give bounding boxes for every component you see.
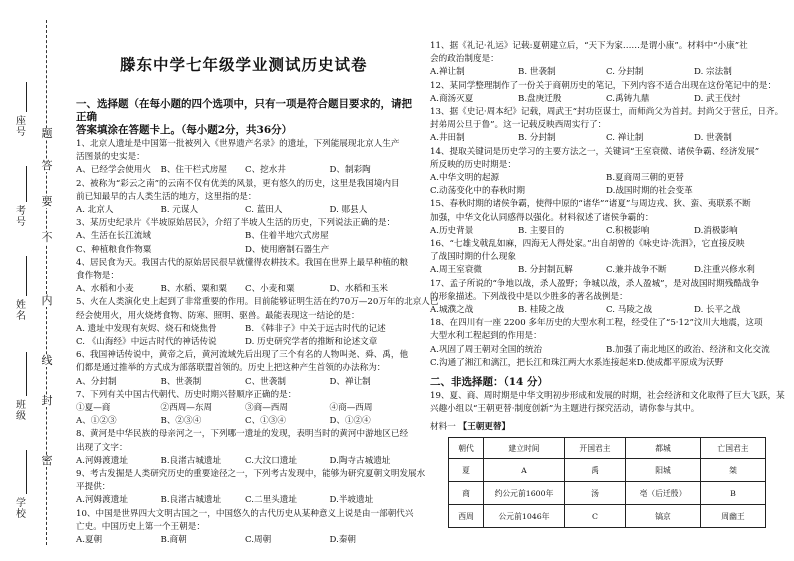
left-column	[76, 98, 439, 547]
answer-option[interactable]: A.城濮之战	[430, 305, 474, 316]
answer-option[interactable]: D.半坡遗址	[329, 495, 374, 506]
options-row	[76, 336, 414, 349]
table-cell: 亳（后迁殷）	[626, 482, 701, 505]
answer-option[interactable]: B.夏商周三朝的更替	[606, 173, 684, 184]
part1-heading	[76, 98, 414, 137]
answer-option[interactable]: C. 蓝田人	[245, 205, 283, 216]
answer-option[interactable]: B. 元谋人	[160, 205, 199, 216]
options-row	[430, 357, 782, 370]
answer-option[interactable]: A.巩固了周王朝对全国的统治	[430, 344, 543, 355]
material-title: 【王朝更替】	[458, 422, 511, 433]
seal-word: 要	[41, 195, 53, 208]
answer-option[interactable]: C.禹铸九鼎	[606, 93, 650, 104]
table-header-row	[449, 438, 766, 459]
answer-option[interactable]: B、住着半地穴式房屋	[245, 231, 329, 242]
question-block	[430, 80, 782, 106]
answer-option[interactable]: D.使成都平原成为沃野	[636, 357, 724, 368]
options-row	[430, 264, 782, 277]
question-block	[430, 238, 782, 278]
answer-option[interactable]: B. 世袭制	[518, 67, 556, 78]
options-row	[76, 534, 414, 547]
answer-option[interactable]: B.良渚古城遗址	[160, 455, 222, 466]
part1-heading-line: 答案填涂在答题卡上。（每小题2分，共36分）	[76, 124, 293, 136]
answer-option[interactable]: C、种植粮食作物粟	[76, 244, 152, 255]
options-row	[76, 164, 414, 177]
options-row	[76, 244, 414, 257]
seal-word: 线	[41, 354, 53, 367]
answer-option[interactable]: C.周朝	[245, 535, 272, 546]
options-row	[430, 304, 782, 317]
question-stem-line: 18、在四川有一座 2200 多年历史的大型水利工程，经受住了“5·12”汶川大地震，这项	[430, 318, 763, 329]
table-cell: 商	[449, 482, 484, 505]
answer-option[interactable]: B. 桂陵之战	[518, 305, 565, 316]
question-stem-line: 封弟周公旦于鲁”。这一记载反映西周实行了：	[430, 120, 607, 131]
answer-option[interactable]: C.兼并战争不断	[606, 265, 667, 276]
options-row	[76, 230, 414, 243]
question-list-left	[76, 138, 439, 547]
question-block	[430, 317, 782, 370]
answer-option[interactable]: C.沟通了湘江和漓江，把长江和珠江两大水系连接起来	[430, 357, 637, 368]
answer-option[interactable]: D、制彩陶	[329, 165, 371, 176]
answer-option[interactable]: A.河姆渡遗址	[76, 495, 128, 506]
answer-option[interactable]: A.商汤灭夏	[430, 93, 474, 104]
exam-title: 滕东中学七年级学业测试历史试卷	[120, 55, 368, 74]
question-stem-line: 亡史。中国历史上第一个王朝是：	[76, 521, 205, 532]
answer-option[interactable]: ④商—西周	[329, 403, 373, 414]
answer-option[interactable]: A、水稻和小麦	[76, 284, 134, 295]
material-prefix: 材料一	[430, 422, 459, 433]
answer-option[interactable]: B. 分封制	[518, 133, 556, 144]
options-row	[430, 93, 782, 106]
answer-option[interactable]: D.消极影响	[694, 225, 738, 236]
answer-option[interactable]: C.动荡变化中的春秋时期	[430, 186, 525, 197]
question-stem-line: 9、考古发掘是人类研究历史的重要途径之一，下列考古发现中，能够为研究夏朝文明发展水	[76, 469, 426, 480]
question-stem-line: 前已知最早的古人类生活的地方，这里指的是：	[76, 191, 257, 202]
answer-option[interactable]: D.战国时期的社会变革	[606, 186, 693, 197]
table-cell: 西周	[449, 505, 484, 528]
question-stem-line: 加强，中华文化认同感得以强化。材料叙述了诸侯争霸的：	[430, 212, 654, 223]
answer-option[interactable]: A. 遗址中发现有灰烬、烧石和烧焦骨	[76, 323, 217, 334]
question-block	[76, 468, 426, 508]
table-header: 亡国君主	[701, 438, 766, 459]
answer-option[interactable]: A.禅让制	[430, 67, 465, 78]
table-cell: B	[701, 482, 766, 505]
binding-margin	[0, 0, 62, 561]
question-stem-line: 13、据《史记·周本纪》记载，周武王“封功臣谋士，而师尚父为首封。封尚父于营丘，日齐。	[430, 107, 784, 118]
answer-option[interactable]: C.积极影响	[606, 225, 650, 236]
options-row	[430, 185, 782, 198]
seal-word: 内	[41, 294, 53, 307]
answer-option[interactable]: B. 《韩非子》中关于远古时代的记述	[245, 323, 386, 334]
answer-option[interactable]: D. 长平之战	[694, 305, 741, 316]
answer-option[interactable]: D、禅让制	[329, 376, 371, 387]
answer-option[interactable]: A.周王室衰微	[430, 265, 482, 276]
answer-option[interactable]: D. 历史研究学者的推断和论述文章	[245, 337, 378, 348]
table-cell: 汤	[565, 482, 626, 505]
table-cell: 镐京	[626, 505, 701, 528]
question-stem-line: 大型水利工程起到的作用是：	[430, 331, 542, 342]
question-block	[430, 146, 782, 199]
field-line-seat[interactable]	[26, 82, 27, 112]
answer-option[interactable]: D. 郧县人	[329, 205, 368, 216]
part2-heading: 二、非选择题：（14 分）	[430, 376, 549, 389]
answer-option[interactable]: ②西周—东周	[160, 403, 213, 414]
answer-option[interactable]: B、住干栏式房屋	[160, 165, 227, 176]
right-column	[430, 40, 785, 528]
options-row	[76, 415, 414, 428]
question-block	[76, 178, 414, 218]
table-header: 开国君主	[565, 438, 626, 459]
answer-option[interactable]: B.商朝	[160, 535, 187, 546]
field-line-name[interactable]	[26, 256, 27, 296]
answer-option[interactable]: D. 世袭制	[694, 133, 732, 144]
options-row	[76, 323, 414, 336]
seal-word: 密	[41, 454, 53, 467]
question-stem-line: 12、某同学整理制作了一份关于商朝历史的笔记，下列内容不适合出现在这份笔记中的是：	[430, 80, 777, 91]
answer-option[interactable]: C. 马陵之战	[606, 305, 653, 316]
question-block	[76, 138, 414, 178]
answer-option[interactable]: B、世袭制	[160, 376, 202, 387]
question-stem-line: 8、黄河是中华民族的母亲河之一，下列哪一遗址的发现，表明当时的黄河中游地区已经	[76, 429, 409, 440]
answer-option[interactable]: C. 《山海经》中远古时代的神话传说	[76, 337, 217, 348]
question-block	[430, 106, 782, 146]
options-row	[76, 204, 414, 217]
question-stem-line: 1、北京人遗址是中国第一批被列入《世界遗产名录》的遗址，下列能展现北京人生产	[76, 139, 400, 149]
question-block	[430, 278, 782, 318]
answer-option[interactable]: C、小麦和粟	[245, 284, 295, 295]
question-stem-line: 15、春秋时期的诸侯争霸，使得中原的“诸华”“诸夏”与周边戎、狄、蛮、夷联系不断	[430, 199, 751, 210]
q19-line: 19、夏、商、周时期是中华文明初步形成和发展的时期，社会经济和文化取得了巨大飞跃，某	[430, 391, 785, 402]
table-cell: 阳城	[626, 459, 701, 482]
field-line-exam-no[interactable]	[26, 166, 27, 202]
answer-option[interactable]: B. 主要目的	[518, 225, 565, 236]
question-stem-line: 11、据《礼记·礼运》记载:夏朝建立后，“天下为家……是谓小康”。材料中“小康”社	[430, 41, 748, 51]
answer-option[interactable]: A、分封制	[76, 376, 117, 387]
field-label-name: 姓名	[16, 300, 26, 322]
options-row	[430, 225, 782, 238]
question-stem-line: 7、下列有关中国古代朝代、历史时期兴替顺序正确的是：	[76, 389, 297, 400]
table-cell: 周幽王	[701, 505, 766, 528]
answer-option[interactable]: A.井田制	[430, 133, 465, 144]
question-stem-line: 食作物是：	[76, 271, 119, 282]
question-block	[430, 40, 782, 80]
question-block	[76, 508, 414, 548]
part1-heading-line: 一、选择题（在每小题的四个选项中，只有一项是符合题目要求的，请把正确	[76, 98, 412, 123]
question-block	[76, 428, 414, 468]
answer-option[interactable]: A.中华文明的起源	[430, 173, 500, 184]
options-row	[430, 132, 782, 145]
field-label-school: 学校	[16, 498, 26, 520]
question-stem-line: 16、“七雄戈戟乱如麻，四海无人得处家。”出自胡曾的《咏史诗·洗泗》，它直接反映	[430, 239, 745, 250]
table-cell: 约公元前1600年	[484, 482, 565, 505]
question-block	[430, 198, 782, 238]
answer-option[interactable]: B.盘庚迁殷	[518, 93, 562, 104]
options-row	[76, 402, 414, 415]
answer-option[interactable]: D、①②④	[329, 416, 371, 427]
options-row	[76, 455, 414, 468]
table-header: 朝代	[449, 438, 484, 459]
answer-option[interactable]: D.秦朝	[329, 535, 357, 546]
answer-option[interactable]: ③商—西周	[245, 403, 288, 414]
answer-option[interactable]: C.二里头遗址	[245, 495, 297, 506]
answer-option[interactable]: A. 北京人	[76, 205, 114, 216]
table-cell: C	[565, 505, 626, 528]
answer-option[interactable]: A、①②③	[76, 416, 117, 427]
answer-option[interactable]: A、已经学会使用火	[76, 165, 151, 176]
q19-line: 兴趣小组以“王朝更替·制度创新”为主题进行探究活动，请你参与其中。	[430, 404, 700, 415]
question-stem-line: 10、中国是世界四大文明古国之一，中国悠久的古代历史从某种意义上说是由一部朝代兴	[76, 508, 414, 519]
answer-option[interactable]: ①夏—商	[76, 403, 111, 414]
table-row	[449, 505, 766, 528]
answer-option[interactable]: A.河姆渡遗址	[76, 455, 128, 466]
table-cell: 公元前1046年	[484, 505, 565, 528]
question-stem-line: 14、提取关键词是历史学习的主要方法之一，关键词“王室衰微、诸侯争霸、经济发展”	[430, 146, 760, 157]
question-block	[76, 217, 414, 257]
question-block	[76, 415, 414, 428]
question-stem-line: 出现了文字：	[76, 442, 128, 453]
answer-option[interactable]: D.注重兴修水利	[694, 265, 755, 276]
field-line-school[interactable]	[26, 450, 27, 494]
answer-option[interactable]: B. 分封制瓦解	[518, 265, 573, 276]
field-label-class: 班级	[16, 400, 26, 422]
answer-option[interactable]: B、水稻、粟和粟	[160, 284, 227, 295]
options-row	[430, 66, 782, 79]
answer-option[interactable]: C. 禅让制	[606, 133, 644, 144]
material-label	[430, 421, 782, 434]
field-label-exam-no: 考号	[16, 206, 26, 228]
table-header: 建立时间	[484, 438, 565, 459]
question-stem-line: 4、居民食为天。我国古代的原始居民很早就懂得农耕技术。我国在世界上最早种植的粮	[76, 257, 409, 268]
answer-option[interactable]: C、①③④	[245, 416, 286, 427]
question-block	[76, 349, 414, 389]
table-cell: 桀	[701, 459, 766, 482]
question-stem-line: 3、某历史纪录片《半坡原始居民》，介绍了半坡人生活的历史，下列说法正确的是：	[76, 218, 396, 229]
question-block	[76, 389, 414, 415]
question-stem-line: 的形象描述。下列战役中是以少胜多的著名战例是：	[430, 291, 628, 302]
answer-option[interactable]: B.良渚古城遗址	[160, 495, 222, 506]
question-stem-line: 平提供：	[76, 482, 111, 493]
answer-option[interactable]: A.夏朝	[76, 535, 103, 546]
question-block	[76, 257, 414, 297]
table-header: 都城	[626, 438, 701, 459]
answer-option[interactable]: C、挖水井	[245, 165, 286, 176]
table-row	[449, 459, 766, 482]
field-label-seat: 座号	[16, 116, 26, 138]
seal-word: 不	[41, 231, 53, 244]
answer-option[interactable]: D.陶寺古城遗址	[329, 455, 391, 466]
dynasty-table	[448, 437, 766, 528]
answer-option[interactable]: D、水稻和玉米	[329, 284, 388, 295]
question-stem-line: 活图景的史实是：	[76, 152, 145, 163]
question-stem-line: 17、孟子所说的“争地以战，杀人盈野；争城以战，杀人盈城”，是对战国时期残酷战争	[430, 278, 760, 289]
question-stem-line: 6、我国神话传说中，黄帝之后，黄河流域先后出现了三个有名的人物叫尧、舜、禹，他	[76, 350, 409, 361]
answer-option[interactable]: B、②③④	[160, 416, 202, 427]
field-line-class[interactable]	[26, 352, 27, 396]
question-list-right	[430, 40, 782, 370]
answer-option[interactable]: A、生活在长江流域	[76, 231, 151, 242]
question-stem-line: 经会使用火，用火烧烤食物、防寒、照明、驱兽。最能表现这一结论的是：	[76, 310, 360, 321]
answer-option[interactable]: A.历史背景	[430, 225, 474, 236]
question-stem-line: 所反映的历史时期是：	[430, 159, 516, 170]
answer-option[interactable]: C. 分封制	[606, 67, 644, 78]
seal-word: 封	[41, 394, 53, 407]
options-row	[76, 494, 414, 507]
question-block	[76, 296, 439, 349]
answer-option[interactable]: B.加强了南北地区的政治、经济和文化交流	[606, 344, 770, 355]
question-stem-line: 们都是通过推举的方式成为部落联盟首领的。历史上把这种产生首领的办法称为：	[76, 363, 386, 374]
answer-option[interactable]: D. 宗法制	[694, 67, 732, 78]
answer-option[interactable]: D、使用磨制石器生产	[245, 244, 330, 255]
table-cell: A	[484, 459, 565, 482]
options-row	[430, 172, 782, 185]
question-stem-line: 2、被称为“彩云之南”的云南不仅有优美的风景，更有悠久的历史，这里是我国境内目	[76, 178, 400, 189]
table-row	[449, 482, 766, 505]
answer-option[interactable]: C、世袭制	[245, 376, 286, 387]
seal-word: 答	[41, 159, 53, 172]
table-cell: 夏	[449, 459, 484, 482]
answer-option[interactable]: C.大汶口遗址	[245, 455, 297, 466]
question-stem-line: 5、火在人类演化史上起到了非常重要的作用。目前能够证明生活在约70万—20万年的北京人已	[76, 297, 439, 308]
options-row	[430, 344, 782, 357]
question-stem-line: 了战国时期的什么现象	[430, 252, 516, 263]
options-row	[76, 376, 414, 389]
options-row	[76, 283, 414, 296]
answer-option[interactable]: D. 武王伐纣	[694, 93, 741, 104]
table-cell: 禹	[565, 459, 626, 482]
question-stem-line: 会的政治制度是：	[430, 54, 499, 65]
seal-word: 题	[41, 127, 53, 140]
